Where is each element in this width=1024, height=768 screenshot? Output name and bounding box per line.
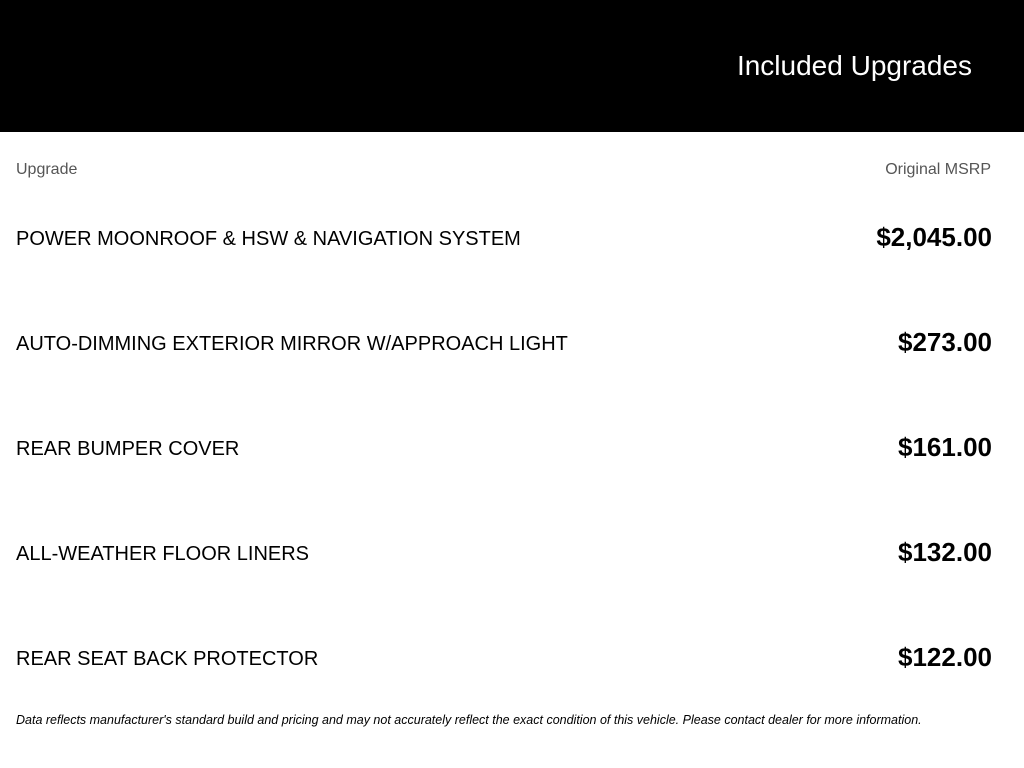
- upgrade-price: $2,045.00: [876, 222, 992, 252]
- upgrade-name: POWER MOONROOF & HSW & NAVIGATION SYSTEM: [16, 228, 521, 250]
- upgrade-row: [16, 500, 992, 605]
- upgrade-price: $122.00: [898, 642, 992, 672]
- upgrade-name: REAR BUMPER COVER: [16, 438, 240, 460]
- disclaimer-text: Data reflects manufacturer's standard build and pricing and may not accurately reflect the exact condition of this vehicle. Please contact dealer for more information.: [16, 713, 922, 727]
- upgrade-price: $132.00: [898, 537, 992, 567]
- upgrade-name: AUTO-DIMMING EXTERIOR MIRROR W/APPROACH LIGHT: [16, 333, 568, 355]
- upgrade-row: [16, 290, 992, 395]
- upgrade-name: REAR SEAT BACK PROTECTOR: [16, 648, 319, 670]
- upgrade-row: [16, 395, 992, 500]
- upgrades-list: [16, 185, 992, 710]
- column-header-msrp: Original MSRP: [885, 161, 991, 178]
- upgrade-row: [16, 605, 992, 710]
- upgrade-price: $273.00: [898, 327, 992, 357]
- upgrade-row: [16, 185, 992, 290]
- page-title: Included Upgrades: [736, 50, 972, 81]
- column-header-upgrade: Upgrade: [16, 161, 78, 178]
- upgrade-name: ALL-WEATHER FLOOR LINERS: [16, 543, 310, 565]
- page-header: [0, 0, 1024, 132]
- upgrade-price: $161.00: [898, 432, 992, 462]
